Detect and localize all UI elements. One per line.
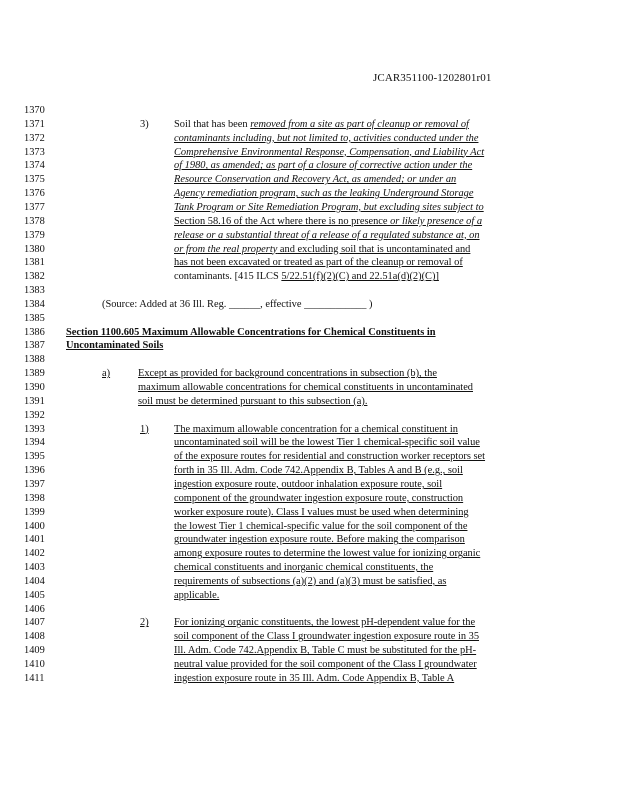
- line-text: [174, 478, 442, 491]
- line-number: 1372: [24, 132, 45, 144]
- line-number: 1398: [24, 492, 45, 504]
- line-text: [174, 533, 465, 546]
- text-segment: maximum allowable concentrations for chemical constituents in uncontaminated: [138, 382, 473, 393]
- document-line: [0, 520, 618, 533]
- line-number: 1392: [24, 409, 45, 421]
- text-segment: Uncontaminated Soils: [66, 340, 164, 352]
- document-line: [0, 201, 618, 214]
- line-text: [174, 132, 478, 145]
- document-line: [0, 436, 618, 449]
- document-line: [0, 146, 618, 159]
- line-number: 1394: [24, 437, 45, 449]
- line-text: [174, 146, 484, 159]
- document-line: [0, 270, 618, 283]
- line-number: 1370: [24, 105, 45, 116]
- text-segment: Comprehensive Environmental Response, Compensation, and Liability Act: [174, 146, 485, 158]
- document-line: [0, 326, 618, 339]
- text-segment: Section 58.16 of the Act where there is no presence: [174, 215, 388, 227]
- text-segment: 2): [140, 617, 149, 629]
- line-number: 1393: [24, 423, 45, 435]
- document-line: [0, 506, 618, 519]
- text-segment: Resource Conservation and Recovery Act, as amended; or under an: [174, 174, 457, 186]
- line-number: 1405: [24, 589, 45, 601]
- line-number: 1387: [24, 340, 45, 352]
- line-text: [174, 658, 477, 671]
- text-segment: chemical constituents and inorganic chemical constituents, the: [174, 562, 434, 574]
- line-text: [174, 256, 463, 269]
- line-number: 1410: [24, 659, 45, 670]
- line-number: 1382: [24, 271, 45, 283]
- line-text: [174, 464, 463, 477]
- line-text: [174, 118, 469, 131]
- line-number: 1404: [24, 575, 45, 587]
- document-line: [0, 492, 618, 505]
- document-line: [0, 395, 618, 408]
- line-number: 1378: [24, 215, 45, 227]
- line-text: [174, 215, 482, 228]
- document-line: [0, 450, 618, 463]
- line-number: 1381: [24, 257, 45, 269]
- document-line: [0, 478, 618, 491]
- text-segment: of 1980, as amended; as part of a closure of corrective action under the: [174, 160, 473, 172]
- line-text: [102, 367, 110, 380]
- line-text: [174, 243, 470, 256]
- text-segment: the lowest Tier 1 chemical-specific value for the soil component of the: [174, 520, 468, 532]
- text-segment: ingestion exposure route in 35 Ill. Adm. Code Appendix B, Table A: [174, 672, 455, 684]
- line-number: 1397: [24, 478, 45, 490]
- line-number: 1407: [24, 617, 45, 629]
- line-text: [174, 575, 446, 588]
- document-line: [0, 298, 618, 311]
- text-segment: groundwater ingestion exposure route. Before making the comparison: [174, 534, 465, 546]
- text-segment: of the exposure routes for residential and construction worker receptors set: [174, 451, 486, 463]
- document-line: [0, 229, 618, 242]
- document-line: [0, 243, 618, 256]
- line-text: [138, 381, 473, 394]
- text-segment: contaminants. [415 ILCS: [174, 271, 282, 283]
- text-segment: Ill. Adm. Code 742.Appendix B, Table C must be substituted for the pH-: [174, 645, 477, 657]
- document-line: [0, 616, 618, 629]
- text-segment: soil must be determined pursuant to this subsection (a).: [138, 395, 368, 407]
- text-segment: and excluding soil that is uncontaminated and: [277, 243, 471, 255]
- text-segment: Soil that has been: [174, 118, 251, 130]
- line-number: 1403: [24, 562, 45, 574]
- line-number: 1406: [24, 603, 45, 615]
- line-number: 1399: [24, 506, 45, 518]
- line-text: [174, 520, 467, 533]
- line-number: 1380: [24, 243, 45, 255]
- text-segment: contaminants including, but not limited to, activities conducted under the: [174, 132, 479, 144]
- document-line: [0, 312, 618, 325]
- document-line: [0, 104, 618, 117]
- document-line: [0, 672, 618, 685]
- document-line: [0, 409, 618, 422]
- line-text: [174, 561, 433, 574]
- text-segment: 5/22.51(f)(2)(C) and 22.51a(d)(2)(C)]: [281, 271, 439, 283]
- line-text: [174, 506, 469, 519]
- line-text: [174, 450, 485, 463]
- document-line: [0, 353, 618, 366]
- line-number: 1401: [24, 534, 45, 546]
- line-text: [140, 423, 149, 436]
- text-segment: Agency remediation program, such as the leaking Underground Storage: [174, 188, 474, 200]
- text-segment: requirements of subsections (a)(2) and (a)(3) must be satisfied, as: [174, 575, 447, 587]
- text-segment: a): [102, 368, 111, 380]
- line-text: [66, 326, 436, 339]
- line-text: [174, 201, 484, 214]
- document-line: [0, 589, 618, 602]
- line-text: [174, 492, 463, 505]
- document-line: [0, 423, 618, 436]
- text-segment: 1): [140, 423, 149, 435]
- text-segment: Tank Program or Site Remediation Program, but excluding sites subject to: [174, 201, 484, 213]
- text-segment: uncontaminated soil will be the lowest Tier 1 chemical-specific soil value: [174, 437, 480, 449]
- line-text: [174, 187, 473, 200]
- document-line: [0, 561, 618, 574]
- line-number: 1373: [24, 146, 45, 158]
- document-line: [0, 159, 618, 172]
- line-text: [174, 173, 456, 186]
- text-segment: component of the groundwater ingestion exposure route, construction: [174, 492, 464, 504]
- document-line: [0, 256, 618, 269]
- document-line: [0, 533, 618, 546]
- document-line: [0, 630, 618, 643]
- line-number: 1375: [24, 174, 45, 186]
- line-text: [174, 229, 480, 242]
- text-segment: removed from a site as part of cleanup or removal of: [250, 118, 469, 130]
- line-text: [138, 395, 367, 408]
- line-number: 1374: [24, 160, 45, 172]
- document-line: [0, 603, 618, 616]
- document-code: JCAR351100-1202801r01: [373, 72, 492, 84]
- line-number: 1371: [24, 118, 45, 130]
- document-line: [0, 215, 618, 228]
- document-line: [0, 339, 618, 352]
- text-segment: Section 1100.605 Maximum Allowable Concentrations for Chemical Constituents in: [66, 326, 436, 338]
- line-text: [140, 118, 149, 131]
- text-segment: applicable.: [174, 589, 220, 601]
- text-segment: soil component of the Class I groundwater ingestion exposure route in 35: [174, 631, 480, 643]
- text-segment: ingestion exposure route, outdoor inhalation exposure route, soil: [174, 478, 443, 490]
- line-text: [174, 270, 439, 283]
- line-text: [174, 159, 472, 172]
- line-text: [174, 616, 475, 629]
- line-number: 1384: [24, 298, 45, 310]
- document-line: [0, 464, 618, 477]
- document-line: [0, 547, 618, 560]
- document-line: [0, 284, 618, 297]
- text-segment: or from the real property: [174, 243, 278, 255]
- text-segment: or likely presence of a: [387, 215, 483, 227]
- text-segment: neutral value provided for the soil component of the Class I groundwater: [174, 659, 477, 670]
- line-number: 1396: [24, 465, 45, 477]
- document-line: [0, 118, 618, 131]
- line-text: [102, 298, 373, 311]
- line-number: 1383: [24, 285, 45, 297]
- line-number: 1409: [24, 645, 45, 657]
- line-text: [66, 339, 163, 352]
- line-text: [174, 644, 476, 657]
- line-number: 1402: [24, 548, 45, 560]
- line-number: 1385: [24, 312, 45, 324]
- line-number: 1391: [24, 395, 45, 407]
- document-line: [0, 187, 618, 200]
- line-text: [174, 672, 454, 685]
- text-segment: worker exposure route). Class I values must be used when determining: [174, 506, 469, 518]
- line-text: [174, 436, 480, 449]
- line-text: [174, 589, 219, 602]
- text-segment: Except as provided for background concentrations in subsection (b), the: [138, 368, 437, 380]
- text-segment: has not been excavated or treated as part of the cleanup or removal of: [174, 257, 463, 269]
- line-text: [140, 616, 149, 629]
- document-line: [0, 132, 618, 145]
- line-number: 1408: [24, 631, 45, 643]
- text-segment: The maximum allowable concentration for a chemical constituent in: [174, 423, 458, 435]
- document-line: [0, 367, 618, 380]
- document-line: [0, 173, 618, 186]
- text-segment: (Source: Added at 36 Ill. Reg. ______, effective ____________ ): [102, 298, 373, 310]
- line-number: 1389: [24, 368, 45, 380]
- line-number: 1395: [24, 451, 45, 463]
- text-segment: 3): [140, 118, 149, 130]
- text-segment: release or a substantial threat of a release of a regulated substance at, on: [174, 229, 480, 241]
- line-number: 1379: [24, 229, 45, 241]
- document-line: [0, 644, 618, 657]
- text-segment: For ionizing organic constituents, the lowest pH-dependent value for the: [174, 617, 476, 629]
- line-text: [138, 367, 437, 380]
- line-number: 1377: [24, 201, 45, 213]
- line-number: 1411: [24, 672, 45, 684]
- line-number: 1400: [24, 520, 45, 532]
- line-text: [174, 423, 458, 436]
- line-number: 1388: [24, 354, 45, 366]
- line-number: 1390: [24, 382, 45, 393]
- line-text: [174, 630, 479, 643]
- document-line: [0, 575, 618, 588]
- line-text: [174, 547, 480, 560]
- text-segment: among exposure routes to determine the lowest value for ionizing organic: [174, 548, 481, 560]
- line-number: 1376: [24, 188, 45, 200]
- document-line: [0, 658, 618, 671]
- line-number: 1386: [24, 326, 45, 338]
- text-segment: forth in 35 Ill. Adm. Code 742.Appendix B, Tables A and B (e.g., soil: [174, 465, 463, 477]
- document-line: [0, 381, 618, 394]
